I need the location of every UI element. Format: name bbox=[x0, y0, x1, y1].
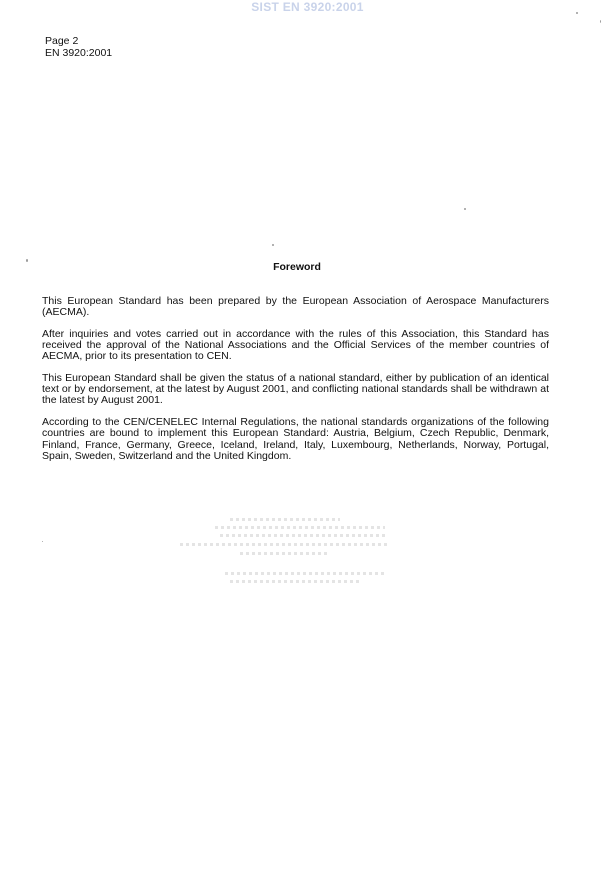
page-header bbox=[45, 35, 112, 59]
scan-speck bbox=[464, 208, 466, 210]
paragraph: According to the CEN/CENELEC Internal Regulations, the national standards organizations of the following countries are bound to implement this European Standard: Austria, Belgium, Czech Republic, Denmark, Finland, France, Germany, Greece, Iceland, Ireland, Italy, Luxembourg, Netherlands, Norway, Portugal, Spain, Sweden, Switzerland and the United Kingdom. bbox=[42, 416, 549, 462]
paragraph: This European Standard shall be given the status of a national standard, either by publication of an identical text or by endorsement, at the latest by August 2001, and conflicting national standards shall be withdrawn at the latest by August 2001. bbox=[42, 372, 549, 407]
watermark: SIST EN 3920:2001 bbox=[251, 0, 364, 14]
paragraph: This European Standard has been prepared by the European Association of Aerospace Manufacturers (AECMA). bbox=[42, 295, 549, 319]
scan-speck bbox=[600, 20, 601, 23]
page-number: Page 2 bbox=[45, 35, 79, 47]
scan-speck bbox=[26, 259, 28, 262]
section-heading: Foreword bbox=[273, 261, 321, 273]
scan-speck bbox=[42, 541, 43, 542]
show-through-artifact bbox=[170, 510, 400, 590]
scan-speck bbox=[272, 244, 274, 246]
paragraph: After inquiries and votes carried out in accordance with the rules of this Association, this Standard has received the approval of the National Associations and the Official Services of the member countries of AECMA, prior to its presentation to CEN. bbox=[42, 327, 549, 363]
scan-speck bbox=[576, 12, 578, 14]
standard-number: EN 3920:2001 bbox=[45, 47, 113, 59]
foreword-body bbox=[42, 296, 549, 472]
